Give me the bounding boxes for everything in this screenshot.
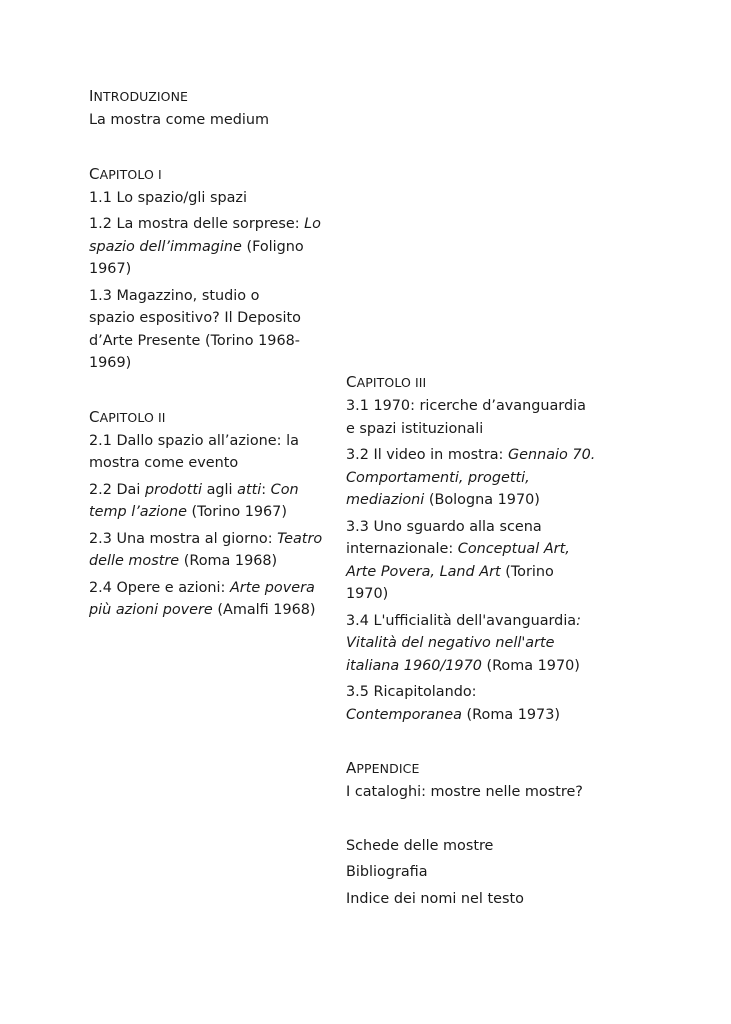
section-2-2: 2.2 Dai prodotti agli atti: Con temp l’azione (Torino 1967) [89,481,299,520]
right-column [346,374,596,910]
intro-entry: La mostra come medium [89,112,269,128]
appendix-entry: I cataloghi: mostre nelle mostre? [346,784,583,800]
section-3-3: 3.3 Uno sguardo alla scena internazionale: Conceptual Art, Arte Povera, Land Art (Torino 1970) [346,518,570,602]
section-2-3: 2.3 Una mostra al giorno: Teatro delle mostre (Roma 1968) [89,530,323,569]
section-3-1: 3.1 1970: ricerche d’avanguardia e spazi istituzionali [346,398,586,437]
section-2-4: 2.4 Opere e azioni: Arte povera più azioni povere (Amalfi 1968) [89,579,316,618]
chapter3-heading: CAPITOLO III [346,373,427,391]
section-3-2: 3.2 Il video in mostra: Gennaio 70. Comportamenti, progetti, mediazioni (Bologna 1970) [346,447,596,508]
section-2-1: 2.1 Dallo spazio all’azione: la mostra come evento [89,432,299,471]
chapter2-heading: CAPITOLO II [89,407,166,426]
section-1-3: 1.3 Magazzino, studio o spazio espositivo? Il Deposito d’Arte Presente (Torino 1968-1969) [89,287,301,371]
indice-dei-nomi: Indice dei nomi nel testo [346,890,524,907]
chapter1-heading: CAPITOLO I [89,164,162,183]
bibliografia: Bibliografia [346,864,428,880]
appendix-heading: APPENDICE [346,759,420,777]
intro-heading: INTRODUZIONE [89,87,189,105]
schede-delle-mostre: Schede delle mostre [346,837,494,854]
section-1-2: 1.2 La mostra delle sorprese: Lo spazio dell’immagine (Foligno 1967) [89,216,321,277]
section-1-1: 1.1 Lo spazio/gli spazi [89,189,247,206]
section-3-4: 3.4 L'ufficialità dell'avanguardia: Vitalità del negativo nell'arte italiana 1960/1970 (Roma 1970) [346,612,581,674]
section-3-5: 3.5 Ricapitolando: Contemporanea (Roma 1973) [346,684,560,723]
left-column [89,88,334,622]
